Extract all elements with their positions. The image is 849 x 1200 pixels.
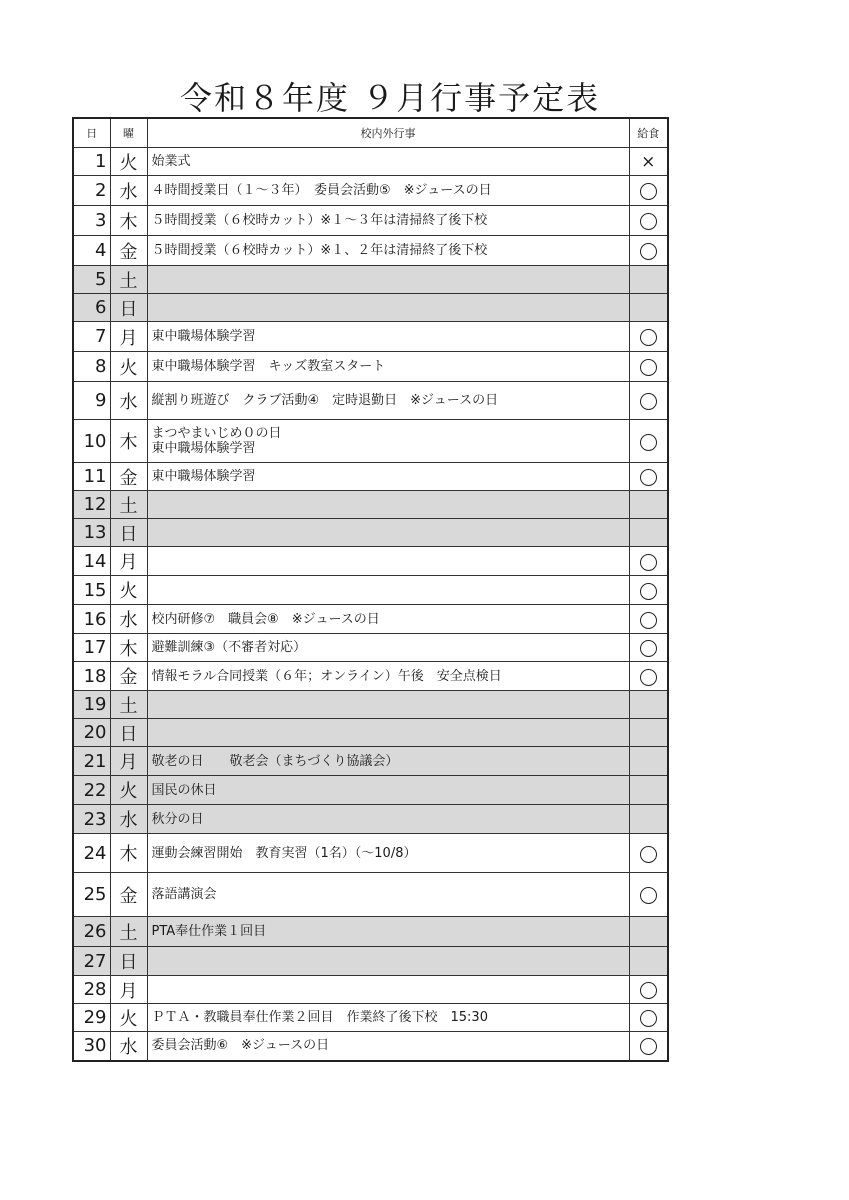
table-row [73, 691, 668, 719]
lunch-cell [629, 294, 668, 322]
day-cell: 9 [73, 382, 110, 420]
lunch-cell [629, 634, 668, 662]
weekday-cell: 金 [110, 463, 147, 491]
lunch-cell [629, 776, 668, 805]
lunch-yes-icon [640, 434, 657, 451]
day-cell: 30 [73, 1032, 110, 1061]
lunch-yes-icon [640, 887, 657, 904]
header-lunch: 給食 [629, 118, 668, 148]
event-cell [147, 547, 629, 576]
event-cell [147, 266, 629, 294]
header-weekday: 曜 [110, 118, 147, 148]
day-cell: 20 [73, 719, 110, 747]
lunch-cell [629, 662, 668, 691]
lunch-yes-icon [640, 183, 657, 200]
weekday-cell: 木 [110, 420, 147, 463]
lunch-yes-icon [640, 359, 657, 376]
day-cell: 23 [73, 805, 110, 834]
page-title: 令和８年度 ９月行事予定表 [180, 79, 601, 117]
day-cell: 25 [73, 873, 110, 917]
event-cell [147, 1032, 629, 1061]
table-header-row [73, 118, 668, 148]
event-line: PTA奉仕作業１回目 [151, 924, 267, 939]
weekday-cell: 土 [110, 691, 147, 719]
table-row [73, 491, 668, 519]
weekday-cell: 土 [110, 491, 147, 519]
weekday-cell: 水 [110, 176, 147, 206]
schedule-body [73, 148, 668, 1061]
weekday-cell: 月 [110, 976, 147, 1004]
event-cell [147, 1004, 629, 1032]
day-cell: 17 [73, 634, 110, 662]
lunch-cell [629, 382, 668, 420]
event-cell [147, 206, 629, 236]
lunch-cell [629, 1004, 668, 1032]
lunch-cell [629, 352, 668, 382]
weekday-cell: 日 [110, 294, 147, 322]
day-cell: 3 [73, 206, 110, 236]
event-line: 東中職場体験学習 キッズ教室スタート [151, 359, 386, 374]
event-line: 運動会練習開始 教育実習（1名）（～10/8） [151, 845, 417, 861]
event-line: 始業式 [151, 154, 191, 169]
day-cell: 2 [73, 176, 110, 206]
event-cell [147, 691, 629, 719]
lunch-yes-icon [640, 583, 657, 600]
event-cell [147, 662, 629, 691]
table-row [73, 266, 668, 294]
weekday-cell: 水 [110, 382, 147, 420]
lunch-cell [629, 420, 668, 463]
lunch-cell [629, 873, 668, 917]
header-day: 日 [73, 118, 110, 148]
event-line: 東中職場体験学習 [151, 441, 256, 456]
event-line: 東中職場体験学習 [151, 469, 256, 484]
weekday-cell: 金 [110, 236, 147, 266]
table-row [73, 1004, 668, 1032]
schedule-table [72, 117, 669, 1062]
table-row [73, 352, 668, 382]
weekday-cell: 土 [110, 917, 147, 947]
table-row [73, 747, 668, 776]
lunch-yes-icon [640, 213, 657, 230]
event-cell [147, 634, 629, 662]
table-row [73, 576, 668, 605]
table-row [73, 519, 668, 547]
event-cell [147, 576, 629, 605]
table-row [73, 206, 668, 236]
lunch-cell [629, 491, 668, 519]
table-row [73, 917, 668, 947]
table-row [73, 322, 668, 352]
lunch-yes-icon [640, 393, 657, 410]
weekday-cell: 木 [110, 206, 147, 236]
day-cell: 19 [73, 691, 110, 719]
lunch-cell [629, 176, 668, 206]
day-cell: 21 [73, 747, 110, 776]
lunch-cell [629, 519, 668, 547]
day-cell: 18 [73, 662, 110, 691]
day-cell: 29 [73, 1004, 110, 1032]
lunch-yes-icon [640, 612, 657, 629]
day-cell: 26 [73, 917, 110, 947]
event-cell [147, 976, 629, 1004]
table-row [73, 634, 668, 662]
lunch-cell [629, 206, 668, 236]
event-line: 委員会活動⑥ ※ジュースの日 [151, 1038, 330, 1054]
event-cell [147, 236, 629, 266]
table-row [73, 1032, 668, 1061]
weekday-cell: 日 [110, 519, 147, 547]
lunch-yes-icon [640, 554, 657, 571]
event-cell [147, 719, 629, 747]
table-row [73, 947, 668, 976]
day-cell: 6 [73, 294, 110, 322]
table-row [73, 547, 668, 576]
table-row [73, 976, 668, 1004]
weekday-cell: 木 [110, 834, 147, 873]
event-line: ＰＴＡ・教職員奉仕作業２回目 作業終了後下校 15:30 [151, 1010, 488, 1025]
weekday-cell: 月 [110, 747, 147, 776]
lunch-yes-icon [640, 669, 657, 686]
event-line: 情報モラル合同授業（６年；オンライン）午後 安全点検日 [151, 668, 502, 684]
event-line: 敬老の日 敬老会（まちづくり協議会） [151, 753, 399, 769]
event-cell [147, 294, 629, 322]
lunch-cell [629, 917, 668, 947]
event-cell [147, 176, 629, 206]
day-cell: 8 [73, 352, 110, 382]
lunch-cell [629, 747, 668, 776]
lunch-yes-icon [640, 469, 657, 486]
day-cell: 11 [73, 463, 110, 491]
table-row [73, 662, 668, 691]
lunch-yes-icon [640, 1038, 657, 1055]
day-cell: 24 [73, 834, 110, 873]
lunch-yes-icon [640, 982, 657, 999]
event-line: まつやまいじめ０の日 [151, 426, 282, 441]
day-cell: 4 [73, 236, 110, 266]
weekday-cell: 土 [110, 266, 147, 294]
table-row [73, 236, 668, 266]
lunch-cell [629, 266, 668, 294]
event-cell [147, 352, 629, 382]
day-cell: 27 [73, 947, 110, 976]
lunch-no-icon: × [641, 152, 656, 172]
lunch-cell [629, 236, 668, 266]
event-cell [147, 420, 629, 463]
weekday-cell: 月 [110, 322, 147, 352]
event-line: 縦割り班遊び クラブ活動④ 定時退勤日 ※ジュースの日 [151, 393, 499, 408]
event-cell [147, 519, 629, 547]
table-row [73, 719, 668, 747]
lunch-cell [629, 547, 668, 576]
day-cell: 10 [73, 420, 110, 463]
event-line: 東中職場体験学習 [151, 329, 256, 344]
weekday-cell: 日 [110, 719, 147, 747]
lunch-yes-icon [640, 640, 657, 657]
day-cell: 1 [73, 148, 110, 176]
lunch-cell [629, 976, 668, 1004]
event-cell [147, 747, 629, 776]
day-cell: 22 [73, 776, 110, 805]
weekday-cell: 火 [110, 148, 147, 176]
event-line: 国民の休日 [151, 782, 217, 798]
day-cell: 14 [73, 547, 110, 576]
event-cell [147, 463, 629, 491]
lunch-cell [629, 605, 668, 634]
weekday-cell: 火 [110, 576, 147, 605]
weekday-cell: 水 [110, 1032, 147, 1061]
lunch-cell [629, 805, 668, 834]
day-cell: 15 [73, 576, 110, 605]
weekday-cell: 水 [110, 605, 147, 634]
lunch-cell [629, 834, 668, 873]
header-events: 校内外行事 [147, 118, 629, 148]
event-line: 落語講演会 [151, 887, 217, 902]
event-cell [147, 322, 629, 352]
event-cell [147, 947, 629, 976]
weekday-cell: 水 [110, 805, 147, 834]
lunch-yes-icon [640, 243, 657, 260]
lunch-cell [629, 576, 668, 605]
event-cell [147, 605, 629, 634]
weekday-cell: 月 [110, 547, 147, 576]
table-row [73, 148, 668, 176]
table-row [73, 420, 668, 463]
event-cell [147, 148, 629, 176]
day-cell: 12 [73, 491, 110, 519]
day-cell: 5 [73, 266, 110, 294]
lunch-yes-icon [640, 329, 657, 346]
lunch-cell [629, 947, 668, 976]
table-row [73, 873, 668, 917]
table-row [73, 776, 668, 805]
event-cell [147, 382, 629, 420]
event-line: ５時間授業（６校時カット）※１～３年は清掃終了後下校 [151, 213, 488, 228]
lunch-cell [629, 463, 668, 491]
day-cell: 28 [73, 976, 110, 1004]
table-row [73, 605, 668, 634]
weekday-cell: 金 [110, 662, 147, 691]
event-cell [147, 917, 629, 947]
weekday-cell: 金 [110, 873, 147, 917]
event-cell [147, 491, 629, 519]
day-cell: 13 [73, 519, 110, 547]
table-row [73, 805, 668, 834]
lunch-cell [629, 148, 668, 176]
event-line: 避難訓練③（不審者対応） [151, 640, 307, 655]
weekday-cell: 火 [110, 776, 147, 805]
weekday-cell: 日 [110, 947, 147, 976]
lunch-yes-icon [640, 1010, 657, 1027]
weekday-cell: 火 [110, 1004, 147, 1032]
lunch-yes-icon [640, 846, 657, 863]
event-cell [147, 776, 629, 805]
event-line: 校内研修⑦ 職員会⑧ ※ジュースの日 [151, 611, 380, 627]
event-cell [147, 834, 629, 873]
event-cell [147, 873, 629, 917]
weekday-cell: 火 [110, 352, 147, 382]
day-cell: 16 [73, 605, 110, 634]
lunch-cell [629, 1032, 668, 1061]
event-line: ４時間授業日（１～３年） 委員会活動⑤ ※ジュースの日 [151, 183, 492, 198]
table-row [73, 834, 668, 873]
lunch-cell [629, 691, 668, 719]
table-row [73, 176, 668, 206]
lunch-cell [629, 719, 668, 747]
event-line: ５時間授業（６校時カット）※１、２年は清掃終了後下校 [151, 243, 488, 258]
event-line: 秋分の日 [151, 811, 204, 827]
table-row [73, 463, 668, 491]
day-cell: 7 [73, 322, 110, 352]
event-cell [147, 805, 629, 834]
table-row [73, 382, 668, 420]
table-row [73, 294, 668, 322]
weekday-cell: 木 [110, 634, 147, 662]
lunch-cell [629, 322, 668, 352]
